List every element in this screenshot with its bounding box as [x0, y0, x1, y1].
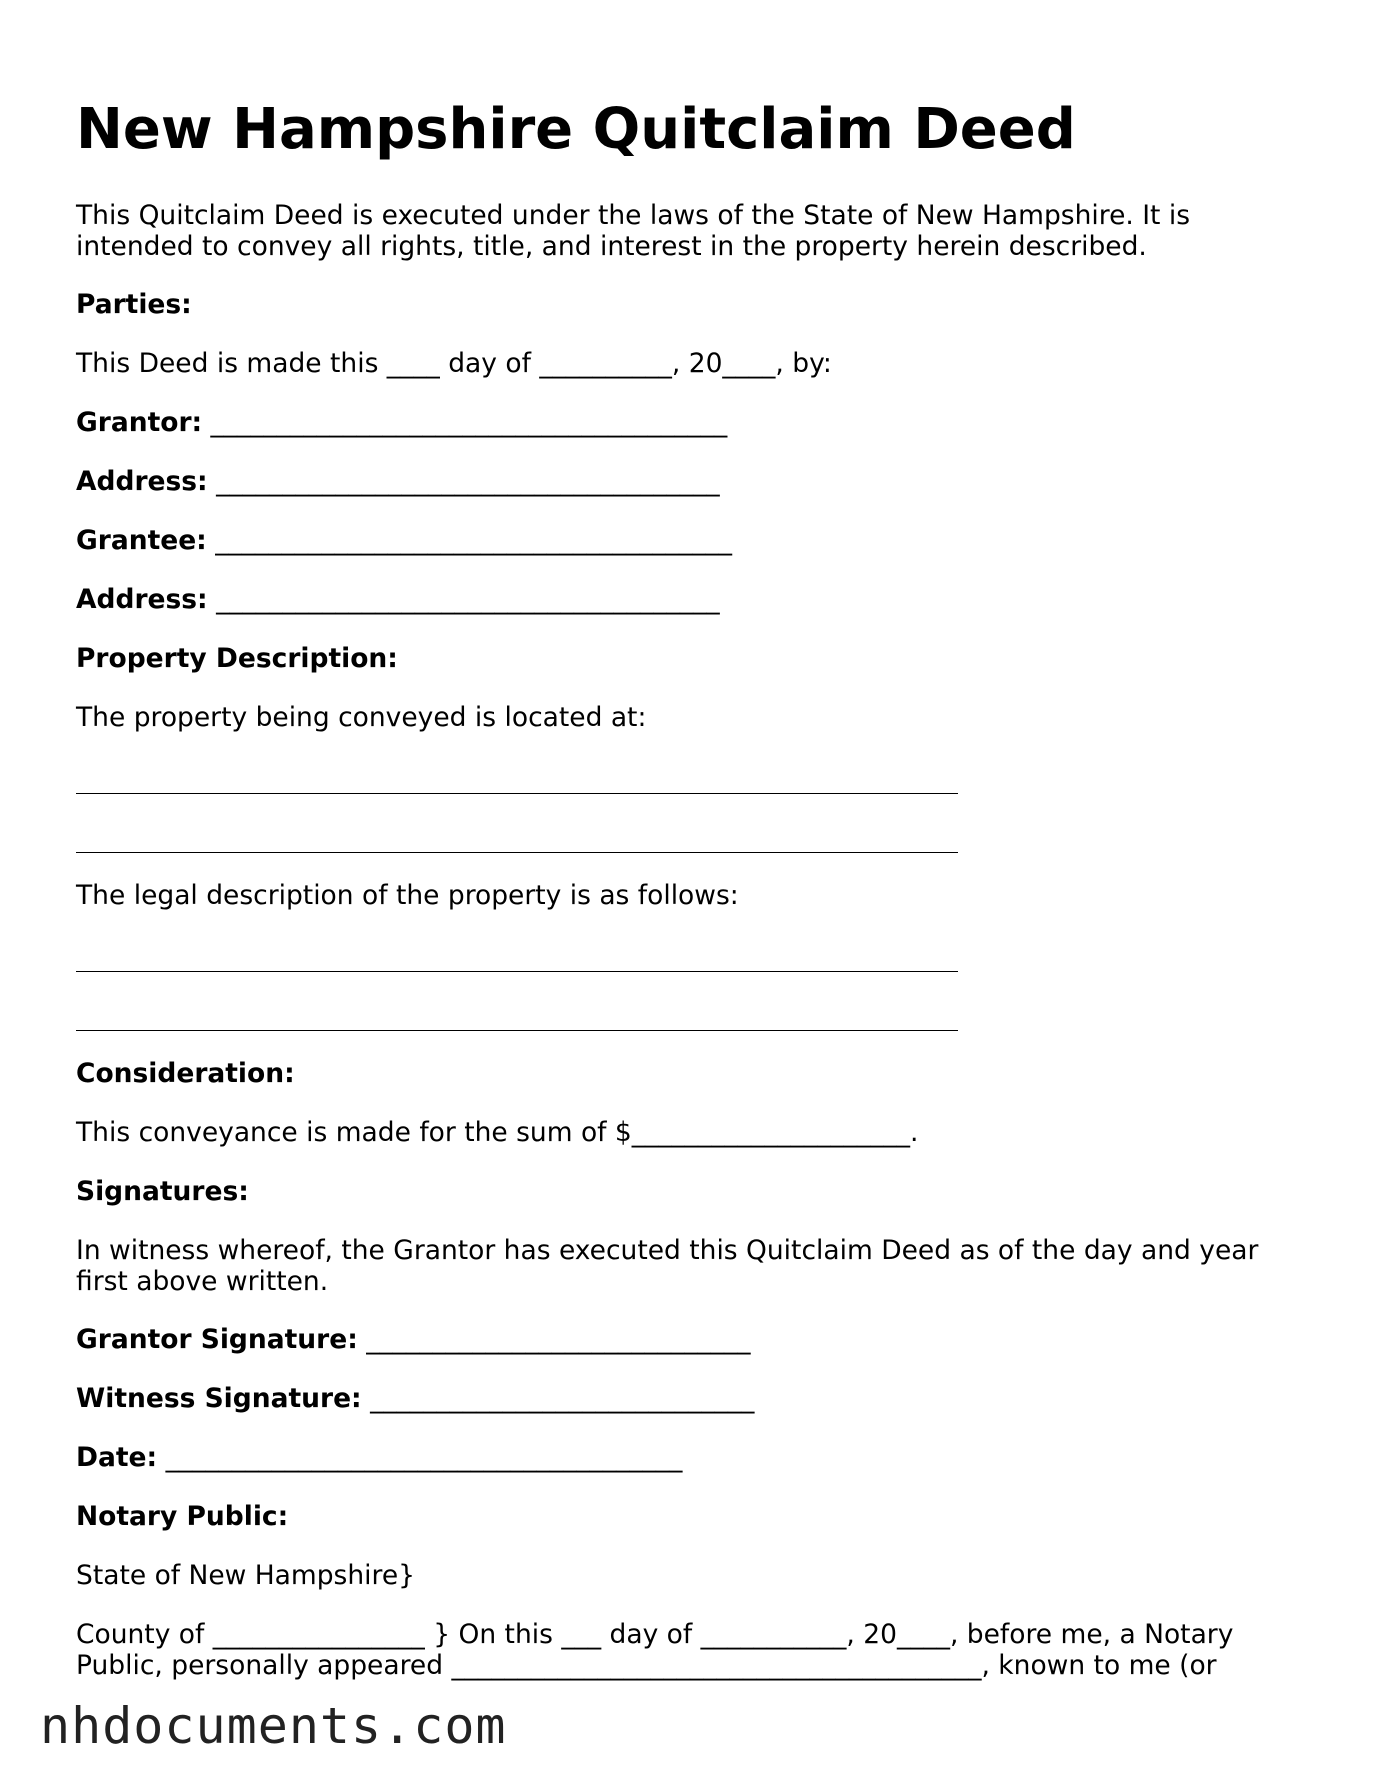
witness-signature-blank[interactable]: _____________________________	[370, 1383, 755, 1414]
state-line: State of New Hampshire}	[76, 1560, 416, 1591]
grantee-blank[interactable]: _______________________________________	[215, 525, 732, 556]
site-watermark: nhdocuments.com	[40, 1697, 507, 1755]
grantee-address-label: Address:	[76, 584, 208, 615]
grantor-signature-label: Grantor Signature:	[76, 1324, 358, 1355]
witness-signature-label: Witness Signature:	[76, 1383, 362, 1414]
date-label: Date:	[76, 1442, 158, 1473]
deed-made-line: This Deed is made this ____ day of __________, 20____, by:	[76, 348, 832, 379]
grantor-blank[interactable]: _______________________________________	[210, 407, 728, 438]
consideration-heading: Consideration:	[76, 1058, 295, 1089]
witness-signature-field[interactable]	[76, 1383, 754, 1414]
date-blank[interactable]: _______________________________________	[165, 1442, 683, 1473]
grantee-address-field[interactable]	[76, 584, 720, 615]
notary-heading: Notary Public:	[76, 1501, 289, 1532]
date-field[interactable]	[76, 1442, 682, 1473]
grantor-signature-field[interactable]	[76, 1324, 750, 1355]
county-line-2: Public, personally appeared ________________________________________, known to me (or	[76, 1650, 1217, 1681]
parties-heading: Parties:	[76, 289, 192, 320]
location-blank-line-2[interactable]	[76, 852, 958, 853]
grantor-label: Grantor:	[76, 407, 203, 438]
signatures-heading: Signatures:	[76, 1176, 249, 1207]
grantee-address-blank[interactable]: ______________________________________	[216, 584, 720, 615]
grantor-signature-blank[interactable]: _____________________________	[366, 1324, 751, 1355]
grantor-field[interactable]	[76, 407, 727, 438]
location-blank-line-1[interactable]	[76, 793, 958, 794]
located-at-text: The property being conveyed is located at:	[76, 702, 647, 733]
county-line-1: County of ________________ } On this ___ day of ___________, 20____, before me, a Notary	[76, 1619, 1234, 1650]
property-heading: Property Description:	[76, 643, 398, 674]
grantee-field[interactable]	[76, 525, 732, 556]
intro-paragraph: This Quitclaim Deed is executed under the laws of the State of New Hampshire. It is intended to convey all rights, title, and interest in the property herein described.	[76, 200, 1191, 262]
document-title: New Hampshire Quitclaim Deed	[76, 97, 1076, 162]
grantor-address-blank[interactable]: ______________________________________	[216, 466, 720, 497]
legal-description-blank-line-1[interactable]	[76, 971, 958, 972]
consideration-text: This conveyance is made for the sum of $_____________________.	[76, 1117, 919, 1148]
grantor-address-label: Address:	[76, 466, 208, 497]
legal-description-text: The legal description of the property is as follows:	[76, 880, 739, 911]
grantee-label: Grantee:	[76, 525, 207, 556]
grantor-address-field[interactable]	[76, 466, 720, 497]
legal-description-blank-line-2[interactable]	[76, 1030, 958, 1031]
witness-paragraph: In witness whereof, the Grantor has executed this Quitclaim Deed as of the day and year first above written.	[76, 1235, 1259, 1297]
